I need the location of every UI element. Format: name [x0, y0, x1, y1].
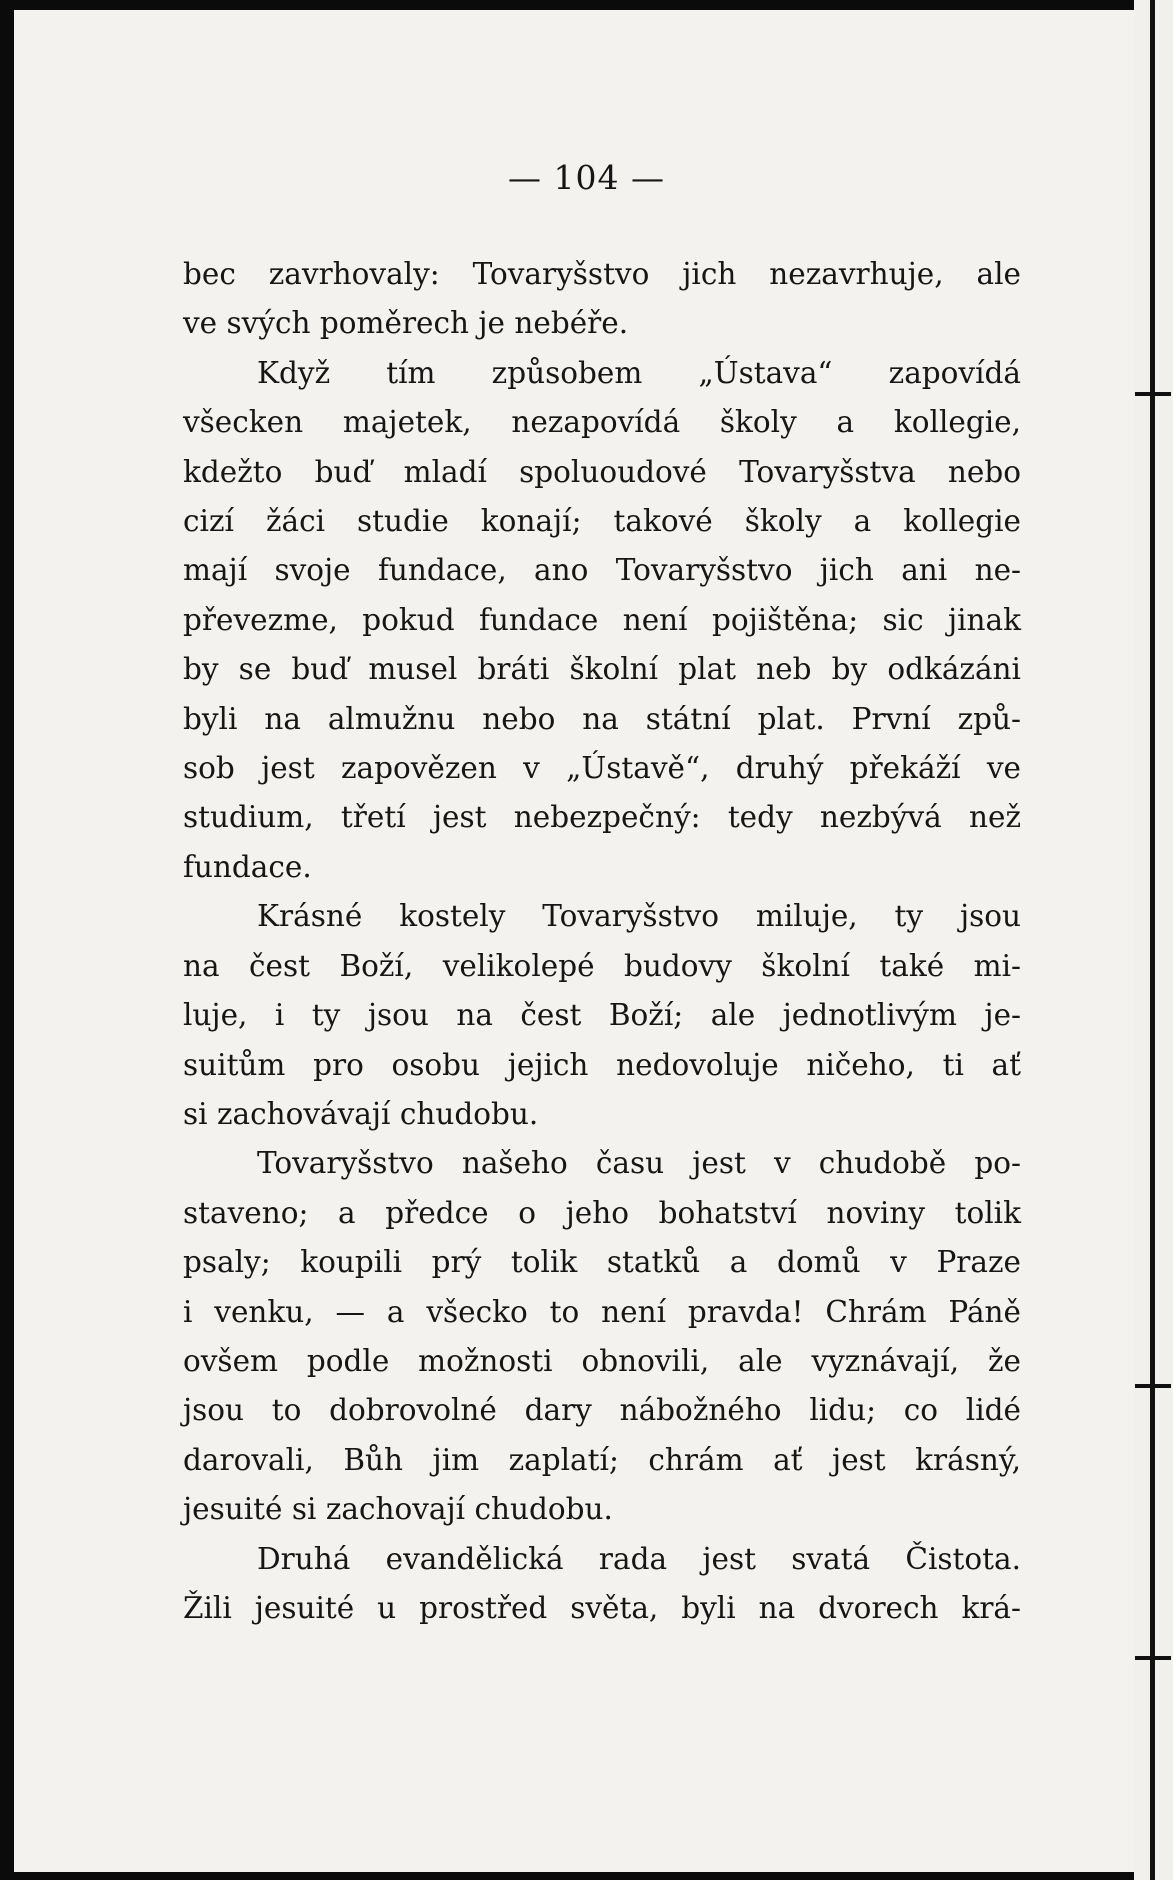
text-line: převezme, pokud fundace není pojištěna; sic jinak: [183, 602, 1021, 637]
text-line: ovšem podle možnosti obnovili, ale vyznávají, že: [183, 1343, 1021, 1378]
text-line: suitům pro osobu jejich nedovoluje ničeho, ti ať: [183, 1047, 1021, 1082]
text-line: Krásné kostely Tovaryšstvo miluje, ty jsou: [257, 899, 1021, 934]
text-line: studium, třetí jest nebezpečný: tedy nezbývá než: [183, 800, 1021, 835]
scan-edge-rule: [1150, 0, 1155, 1880]
text-line: fundace.: [183, 849, 312, 884]
text-line: Když tím způsobem „Ústava“ zapovídá: [257, 355, 1021, 390]
text-line: kdežto buď mladí spoluoudové Tovaryšstva nebo: [183, 454, 1021, 489]
scan-edge-tick: [1135, 392, 1171, 396]
text-line: Tovaryšstvo našeho času jest v chudobě po-: [257, 1146, 1021, 1181]
text-line: cizí žáci studie konají; takové školy a kollegie: [183, 504, 1021, 539]
text-line: staveno; a předce o jeho bohatství noviny tolik: [183, 1195, 1021, 1230]
text-line: jsou to dobrovolné dary nábožného lidu; co lidé: [183, 1393, 1021, 1428]
text-line: si zachovávají chudobu.: [183, 1096, 539, 1131]
scan-edge: [1134, 0, 1173, 1880]
text-line: Druhá evandělická rada jest svatá Čistota.: [257, 1541, 1021, 1576]
text-line: jesuité si zachovají chudobu.: [183, 1492, 613, 1527]
text-line: darovali, Bůh jim zaplatí; chrám ať jest krásný,: [183, 1442, 1021, 1477]
text-line: bec zavrhovaly: Tovaryšstvo jich nezavrhuje, ale: [183, 257, 1021, 291]
page-number: — 104 —: [508, 158, 665, 197]
text-line: by se buď musel bráti školní plat neb by odkázáni: [183, 652, 1021, 687]
text-line: všecken majetek, nezapovídá školy a kollegie,: [183, 405, 1021, 440]
text-line: byli na almužnu nebo na státní plat. První způ-: [183, 701, 1021, 736]
text-line: psaly; koupili prý tolik statků a domů v Praze: [183, 1245, 1021, 1280]
text-line: mají svoje fundace, ano Tovaryšstvo jich ani ne-: [183, 553, 1021, 588]
text-line: ve svých poměrech je nebéře.: [183, 306, 629, 341]
text-line: na čest Boží, velikolepé budovy školní také mi-: [183, 948, 1021, 983]
scan-edge-tick: [1135, 1384, 1171, 1388]
text-line: luje, i ty jsou na čest Boží; ale jednotlivým je-: [183, 998, 1021, 1033]
body-text: [183, 250, 1021, 1633]
scan-edge-tick: [1135, 1656, 1171, 1660]
text-line: Žili jesuité u prostřed světa, byli na dvorech krá-: [183, 1590, 1021, 1625]
text-line: sob jest zapovězen v „Ústavě“, druhý překáží ve: [183, 751, 1021, 786]
text-line: i venku, — a všecko to není pravda! Chrám Páně: [183, 1294, 1021, 1329]
